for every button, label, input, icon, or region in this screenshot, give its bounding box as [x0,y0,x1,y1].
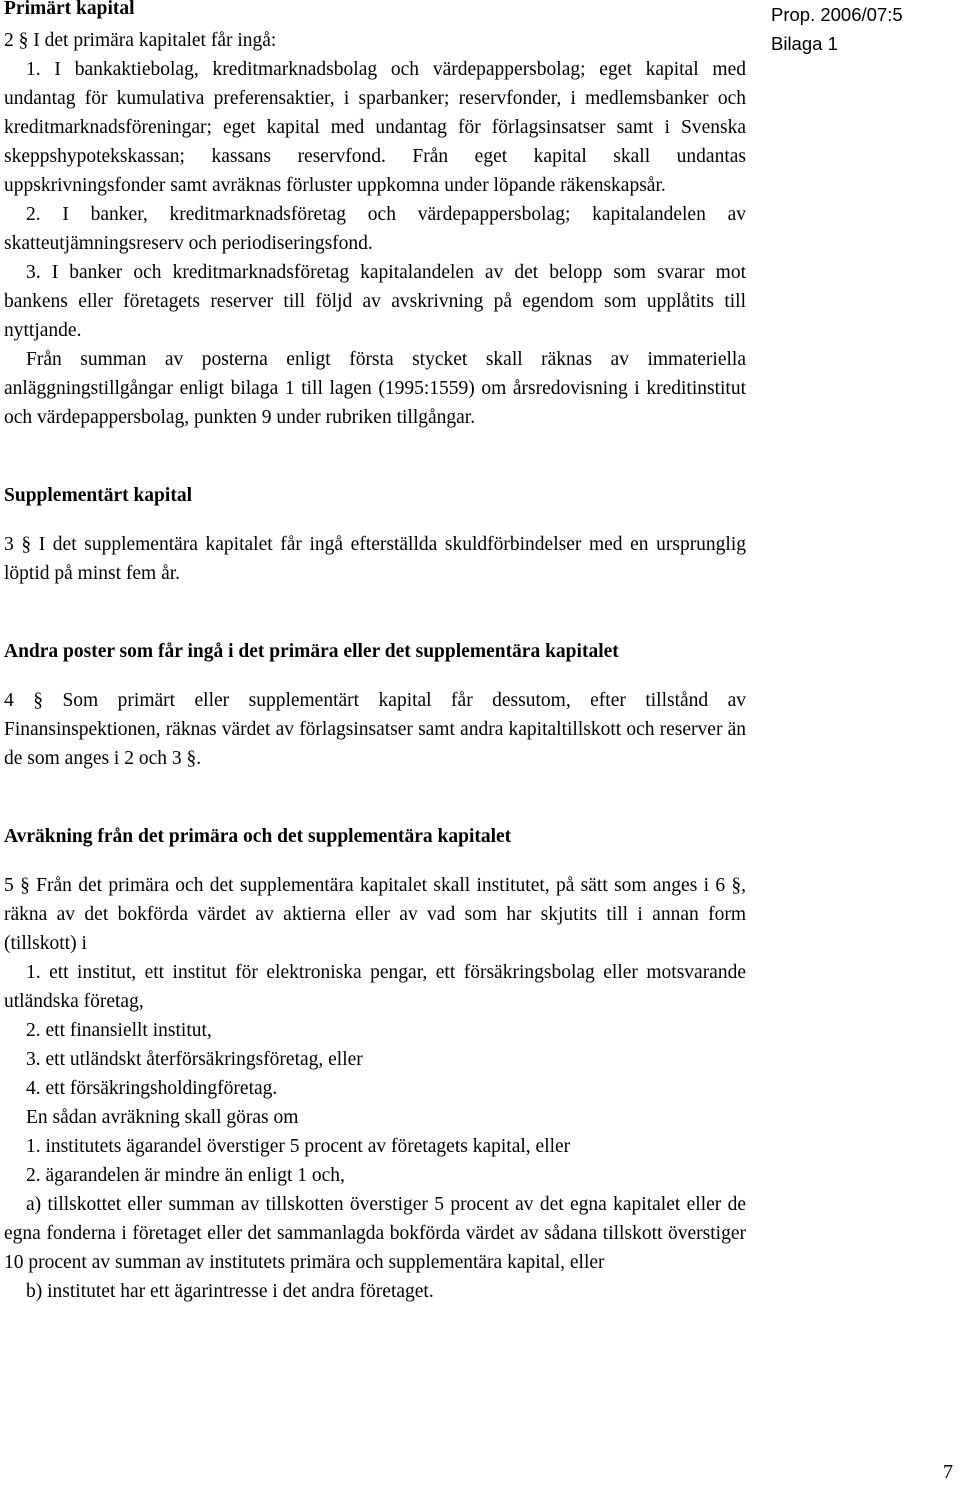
heading-supplementart-kapital: Supplementärt kapital [4,485,192,506]
item-2: 2. I banker, kreditmarknadsföretag och värdepappersbolag; kapitalandelen av skatteutjämningsreserv och periodiseringsfond. [4,204,746,254]
list-item: 4. ett försäkringsholdingföretag. [26,1078,278,1099]
page-number: 7 [943,1461,953,1483]
section-number-5: 5 § [4,875,30,896]
condition-lead: En sådan avräkning skall göras om [26,1107,299,1128]
paragraph-2-text: I det primära kapitalet får ingå: [33,30,277,51]
section-number-2: 2 § [4,30,29,51]
item-1: 1. I bankaktiebolag, kreditmarknadsbolag och värdepappersbolag; eget kapital med undantag för kumulativa preferensaktier, i sparbanker; reservfonder, i medlemsbanker och kreditmarknadsföreningar; eget kapital med undantag för förlagsinsatser samt i Svenska skeppshypotekskassan; kassans reservfond. Från eget kapital skall undantas uppskrivningsfonder samt avräknas förluster uppkomna under löpande räkenskapsår. [4,59,746,196]
list-item: 1. institutets ägarandel överstiger 5 procent av företagets kapital, eller [26,1136,571,1157]
paragraph-4 [4,686,746,773]
paragraph-2-lead [4,26,746,55]
appendix-label: Bilaga 1 [771,33,838,54]
list-item: 3. ett utländskt återförsäkringsföretag, eller [26,1049,363,1070]
heading-avrakning: Avräkning från det primära och det supplementära kapitalet [4,826,512,847]
section-number-4: 4 § [4,690,43,711]
paragraph-3-text: I det supplementära kapitalet får ingå efterställda skuldförbindelser med en ursprunglig löptid på minst fem år. [4,534,747,584]
paragraph-5 [4,871,746,958]
proposition-reference: Prop. 2006/07:5 [771,4,903,25]
section-number-3: 3 § [4,534,32,555]
sub-item-b: b) institutet har ett ägarintresse i det andra företaget. [26,1281,434,1302]
paragraph-3 [4,530,746,588]
list-item: 2. ett finansiellt institut, [26,1020,212,1041]
paragraph-2-tail: Från summan av posterna enligt första stycket skall räknas av immateriella anläggningstillgångar enligt bilaga 1 till lagen (1995:1559) om årsredovisning i kreditinstitut och värdepappersbolag, punkten 9 under rubriken tillgångar. [4,349,746,428]
sub-item-a: a) tillskottet eller summan av tillskotten överstiger 5 procent av det egna kapitalet eller de egna fonderna i företaget eller det sammanlagda bokförda värdet av sådana tillskott överstiger 10 procent av summan av institutets primära och supplementära kapital, eller [4,1194,746,1273]
paragraph-4-text: Som primärt eller supplementärt kapital får dessutom, efter tillstånd av Finansinspektionen, räknas värdet av förlagsinsatser samt andra kapitaltillskott och reserver än de som anges i 2 och 3 §. [4,690,747,769]
list-item: 2. ägarandelen är mindre än enligt 1 och, [26,1165,345,1186]
item-3: 3. I banker och kreditmarknadsföretag kapitalandelen av det belopp som svarar mot bankens eller företagets reserver till följd av avskrivning på egendom som upplåtits till nyttjande. [4,262,746,341]
document-body [4,0,746,1306]
list-item: 1. ett institut, ett institut för elektroniska pengar, ett försäkringsbolag eller motsvarande utländska företag, [4,962,746,1012]
document-sidebar [771,0,951,58]
heading-andra-poster: Andra poster som får ingå i det primära eller det supplementära kapitalet [4,641,619,662]
heading-primart-kapital: Primärt kapital [4,0,135,19]
paragraph-5-text: Från det primära och det supplementära kapitalet skall institutet, på sätt som anges i 6 §, räkna av det bokförda värdet av aktierna eller av vad som har skjutits till i annan form (tillskott) i [4,875,747,954]
